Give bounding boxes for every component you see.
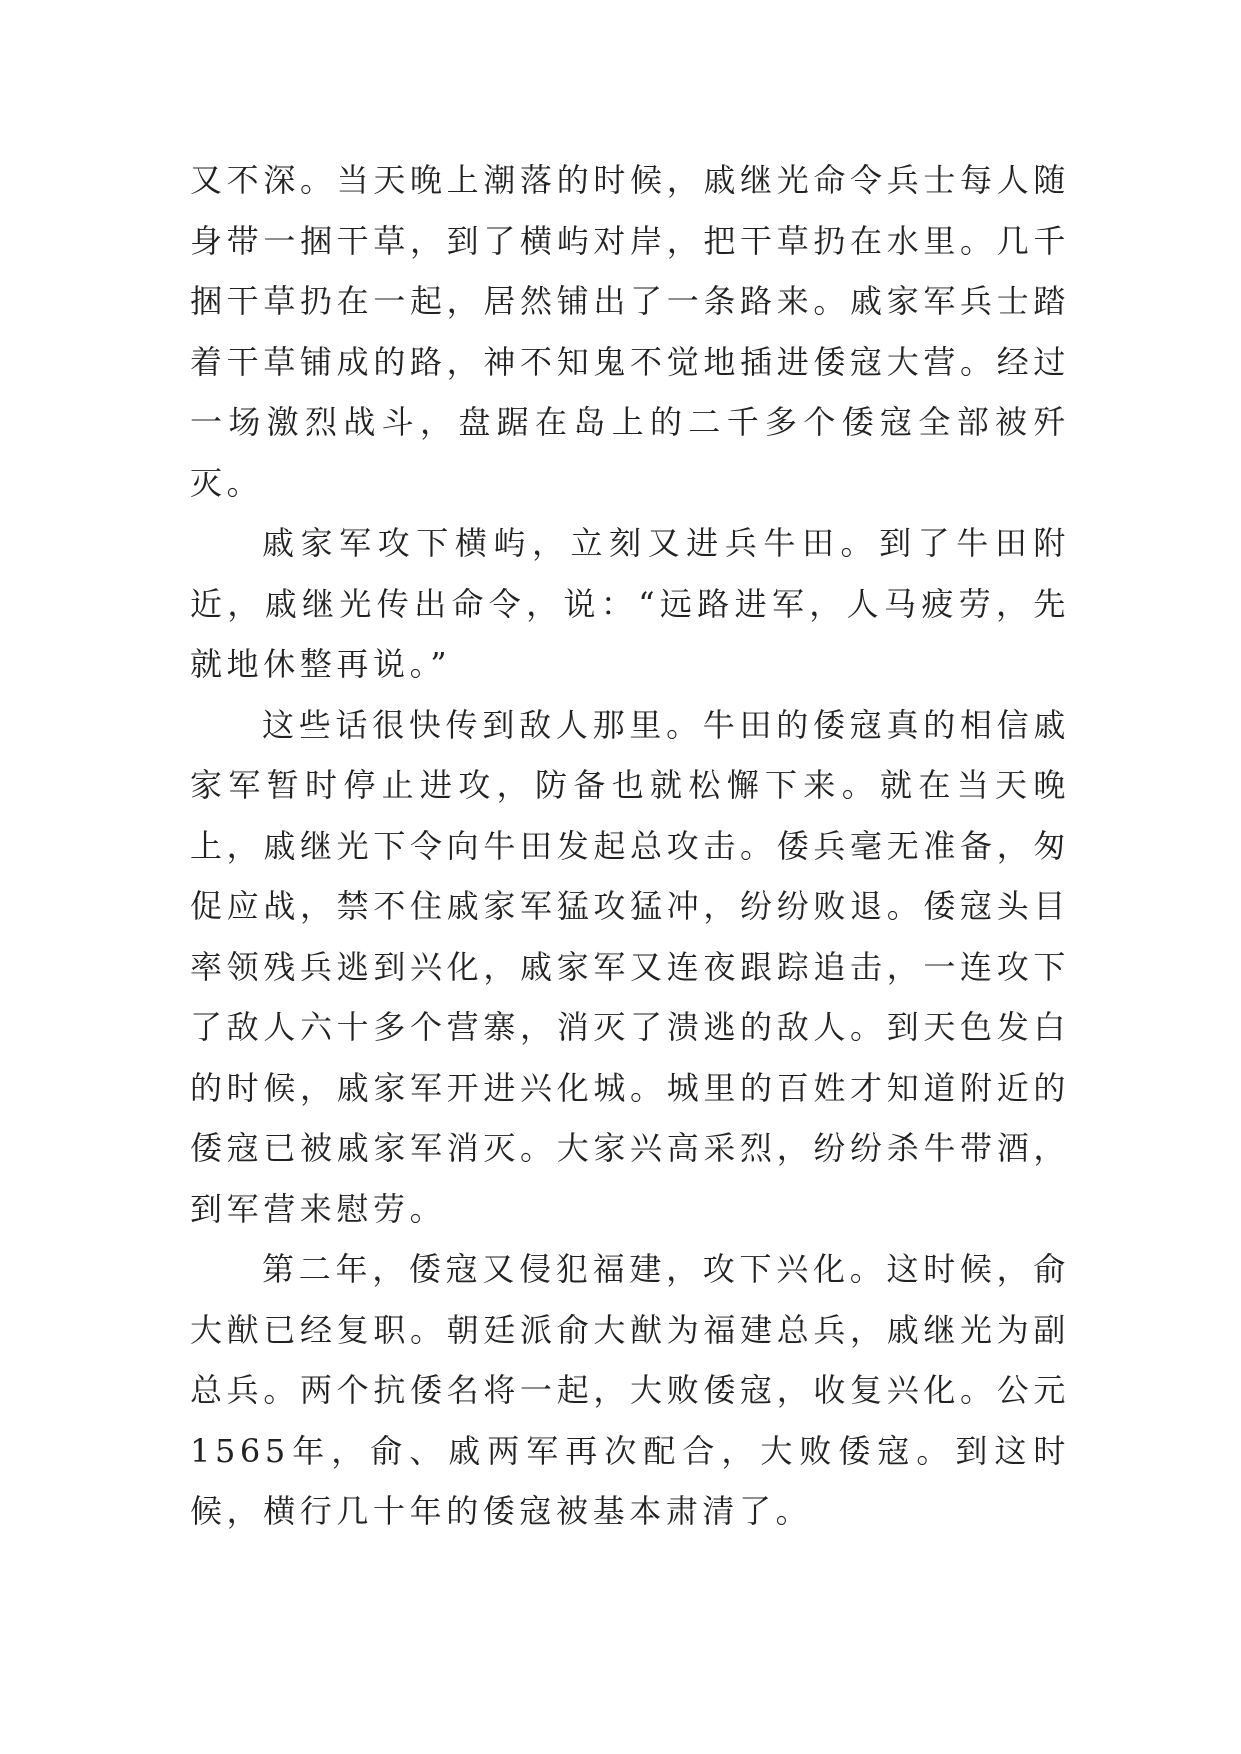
paragraph-4: 第二年，倭寇又侵犯福建，攻下兴化。这时候，俞大猷已经复职。朝廷派俞大猷为福建总兵，戚继光为副总兵。两个抗倭名将一起，大败倭寇，收复兴化。公元1565年，俞、戚两军再次配合，大败倭寇。到这时候，横行几十年的倭寇被基本肃清了。	[190, 1250, 1070, 1530]
paragraph-2: 戚家军攻下横屿，立刻又进兵牛田。到了牛田附近，戚继光传出命令，说：“远路进军，人马疲劳，先就地休整再说。”	[190, 524, 1070, 683]
paragraph-3: 这些话很快传到敌人那里。牛田的倭寇真的相信戚家军暂时停止进攻，防备也就松懈下来。就在当天晚上，戚继光下令向牛田发起总攻击。倭兵毫无准备，匆促应战，禁不住戚家军猛攻猛冲，纷纷败退。倭寇头目率领残兵逃到兴化，戚家军又连夜跟踪追击，一连攻下了敌人六十多个营寨，消灭了溃逃的敌人。到天色发白的时候，戚家军开进兴化城。城里的百姓才知道附近的倭寇已被戚家军消灭。大家兴高采烈，纷纷杀牛带酒，到军营来慰劳。	[190, 705, 1070, 1228]
document-body	[190, 150, 1070, 1542]
paragraph-1: 又不深。当天晚上潮落的时候，戚继光命令兵士每人随身带一捆干草，到了横屿对岸，把干草扔在水里。几千捆干草扔在一起，居然铺出了一条路来。戚家军兵士踏着干草铺成的路，神不知鬼不觉地插进倭寇大营。经过一场激烈战斗，盘踞在岛上的二千多个倭寇全部被歼灭。	[190, 161, 1070, 502]
